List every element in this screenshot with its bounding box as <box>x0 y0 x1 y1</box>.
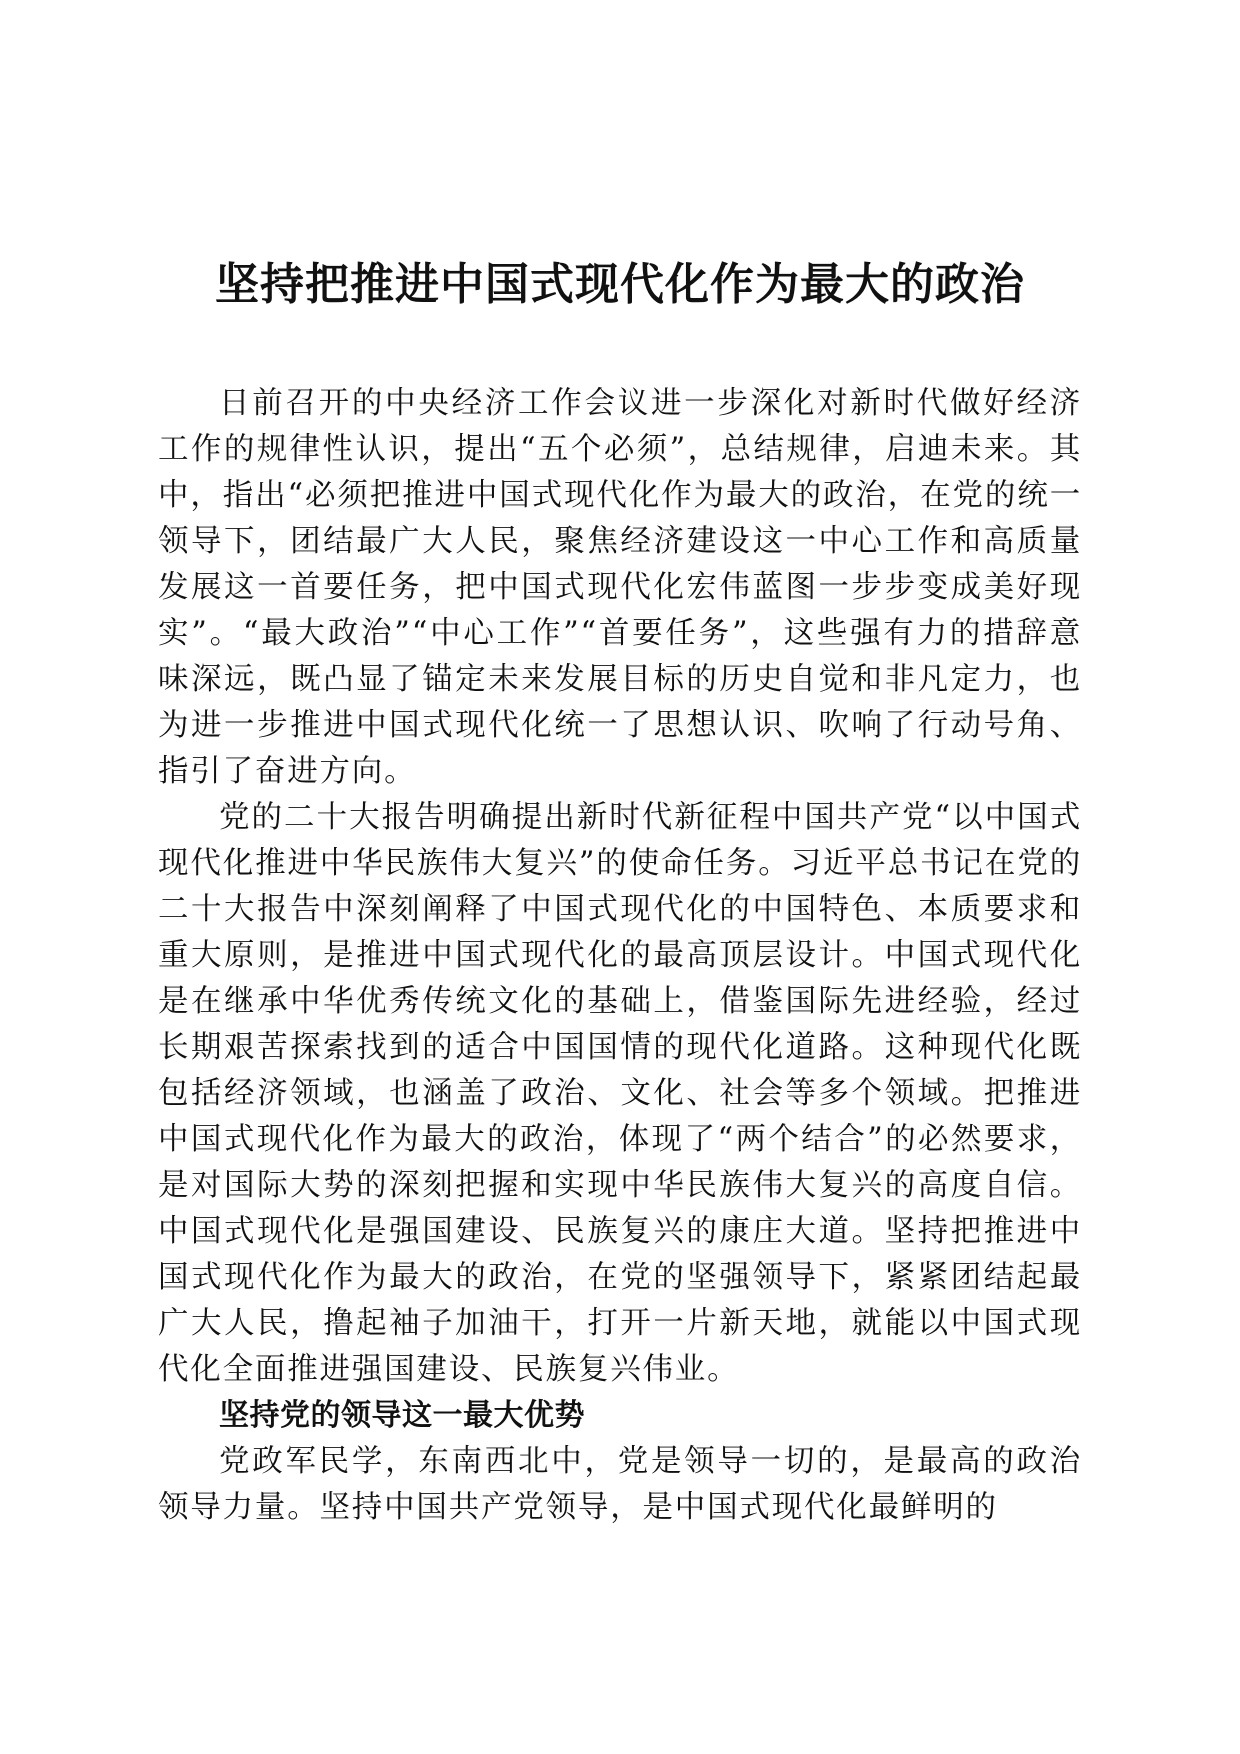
paragraph-twentieth-congress: 党的二十大报告明确提出新时代新征程中国共产党“以中国式现代化推进中华民族伟大复兴”的使命任务。习近平总书记在党的二十大报告中深刻阐释了中国式现代化的中国特色、本质要求和重大原则，是推进中国式现代化的最高顶层设计。中国式现代化是在继承中华优秀传统文化的基础上，借鉴国际先进经验，经过长期艰苦探索找到的适合中国国情的现代化道路。这种现代化既包括经济领域，也涵盖了政治、文化、社会等多个领域。把推进中国式现代化作为最大的政治，体现了“两个结合”的必然要求，是对国际大势的深刻把握和实现中华民族伟大复兴的高度自信。中国式现代化是强国建设、民族复兴的康庄大道。坚持把推进中国式现代化作为最大的政治，在党的坚强领导下，紧紧团结起最广大人民，撸起袖子加油干，打开一片新天地，就能以中国式现代化全面推进强国建设、民族复兴伟业。 <box>158 800 1082 1387</box>
document-body <box>158 381 1082 1531</box>
section-heading: 坚持党的领导这一最大优势 <box>219 1398 585 1433</box>
paragraph-intro: 日前召开的中央经济工作会议进一步深化对新时代做好经济工作的规律性认识，提出“五个必须”，总结规律，启迪未来。其中，指出“必须把推进中国式现代化作为最大的政治，在党的统一领导下，团结最广大人民，聚焦经济建设这一中心工作和高质量发展这一首要任务，把中国式现代化宏伟蓝图一步步变成美好现实”。“最大政治”“中心工作”“首要任务”，这些强有力的措辞意味深远，既凸显了锚定未来发展目标的历史自觉和非凡定力，也为进一步推进中国式现代化统一了思想认识、吹响了行动号角、指引了奋进方向。 <box>158 386 1082 789</box>
paragraph-party-leadership: 党政军民学，东南西北中，党是领导一切的，是最高的政治领导力量。坚持中国共产党领导，是中国式现代化最鲜明的 <box>158 1444 1082 1525</box>
page-title: 坚持把推进中国式现代化作为最大的政治 <box>215 259 1025 310</box>
